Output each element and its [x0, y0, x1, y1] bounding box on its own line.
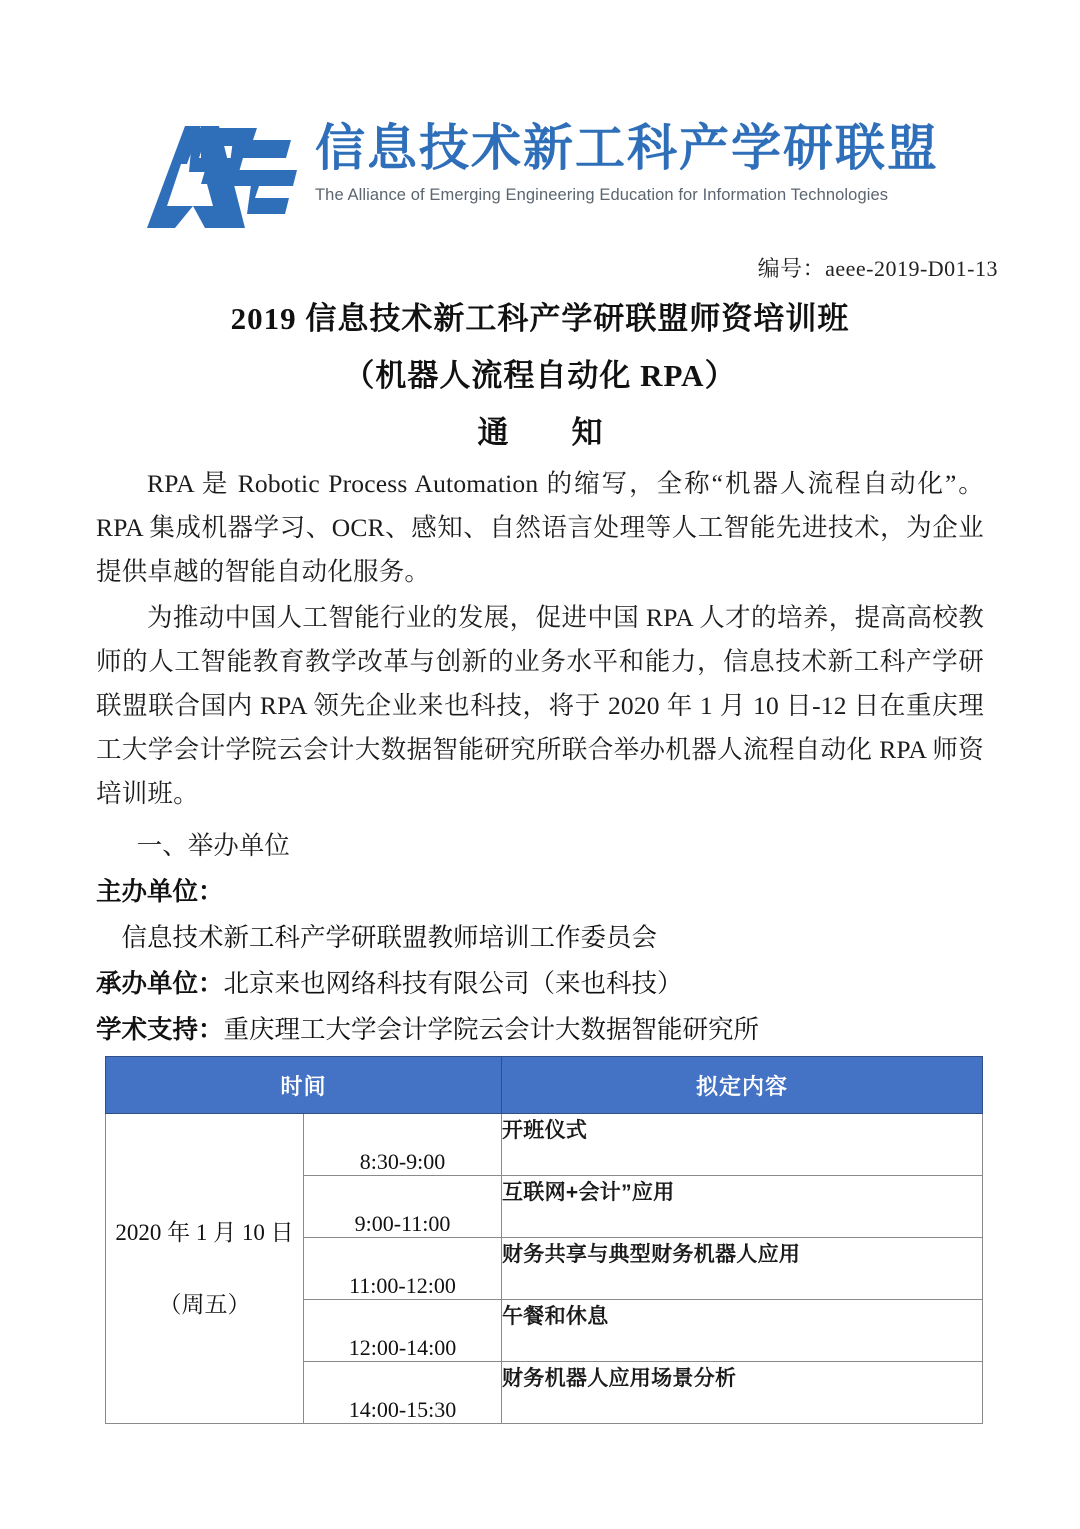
organization-header — [0, 108, 1080, 238]
agenda-content: 财务机器人应用场景分析 — [502, 1362, 983, 1424]
column-header-content: 拟定内容 — [502, 1057, 983, 1114]
agenda-weekday: （周五） — [158, 1291, 251, 1317]
document-body — [96, 462, 984, 1104]
academic-support-line — [96, 1008, 984, 1052]
agenda-content: 财务共享与典型财务机器人应用 — [502, 1238, 983, 1300]
table-body — [106, 1114, 983, 1424]
table-row — [106, 1114, 983, 1176]
table-header-row — [106, 1057, 983, 1114]
agenda-time: 11:00-12:00 — [304, 1238, 502, 1300]
paragraph-rpa-definition: RPA 是 Robotic Process Automation 的缩写，全称“机器人流程自动化”。RPA 集成机器学习、OCR、感知、自然语言处理等人工智能先进技术，为企业提供卓越的智能自动化服务。 — [96, 469, 984, 586]
agenda-content: 互联网+会计”应用 — [502, 1176, 983, 1238]
organizer-unit-line — [96, 962, 984, 1006]
host-unit-value: 信息技术新工科产学研联盟教师培训工作委员会 — [121, 923, 658, 952]
document-title-notice: 通 知 — [477, 415, 619, 450]
organization-name-en: The Alliance of Emerging Engineering Education for Information Technologies — [315, 186, 889, 204]
agenda-time: 9:00-11:00 — [304, 1176, 502, 1238]
section-heading-organizers: 一、举办单位 — [136, 831, 290, 860]
agenda-table-wrapper — [105, 1056, 980, 1424]
organizer-unit-value: 北京来也网络科技有限公司（来也科技） — [223, 969, 683, 998]
academic-support-label: 学术支持： — [96, 1015, 224, 1044]
aeee-logo-icon — [141, 110, 301, 232]
host-unit-label: 主办单位： — [96, 877, 224, 906]
organizer-unit-label: 承办单位： — [96, 969, 224, 998]
agenda-content: 午餐和休息 — [502, 1300, 983, 1362]
agenda-time: 12:00-14:00 — [304, 1300, 502, 1362]
document-number: 编号：aeee-2019-D01-13 — [757, 256, 998, 281]
academic-support-value: 重庆理工大学会计学院云会计大数据智能研究所 — [223, 1015, 760, 1044]
paragraph-training-purpose: 为推动中国人工智能行业的发展，促进中国 RPA 人才的培养，提高高校教师的人工智能教育教学改革与创新的业务水平和能力，信息技术新工科产学研联盟联合国内 RPA 领先企业来也科技，将于 2020 年 1 月 10 日-12 日在重庆理工大学会计学院云会计大数据智能研究所联合举办机器人流程自动化 RPA 师资培训班。 — [96, 603, 984, 808]
agenda-date: 2020 年 1 月 10 日 — [115, 1219, 294, 1245]
agenda-time: 8:30-9:00 — [304, 1114, 502, 1176]
agenda-date-cell — [106, 1114, 304, 1424]
agenda-content: 开班仪式 — [502, 1114, 983, 1176]
column-header-time: 时间 — [106, 1057, 502, 1114]
agenda-table — [105, 1056, 983, 1424]
agenda-time: 14:00-15:30 — [304, 1362, 502, 1424]
document-title-line1: 2019 信息技术新工科产学研联盟师资培训班 — [230, 301, 850, 336]
organization-name-cn: 信息技术新工科产学研联盟 — [315, 120, 939, 176]
document-title-line2: （机器人流程自动化 RPA） — [343, 358, 737, 393]
